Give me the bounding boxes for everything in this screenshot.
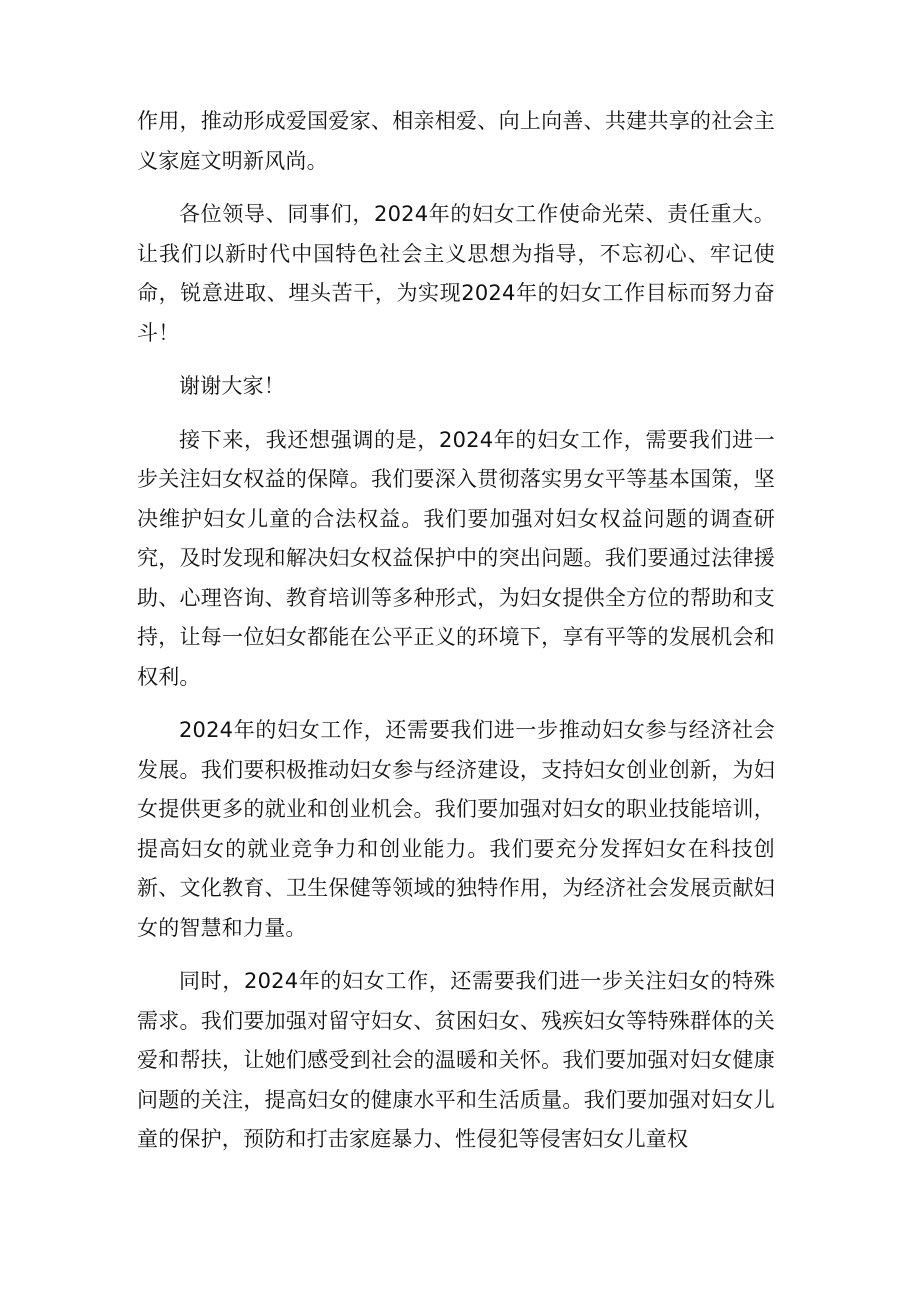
paragraph-closing-call: 各位领导、同事们，2024年的妇女工作使命光荣、责任重大。让我们以新时代中国特色社会主义思想为指导，不忘初心、牢记使命，锐意进取、埋头苦干，为实现2024年的妇女工作目标而努力奋斗！	[137, 202, 775, 345]
paragraph-economic-participation: 2024年的妇女工作，还需要我们进一步推动妇女参与经济社会发展。我们要积极推动妇女参与经济建设，支持妇女创业创新，为妇女提供更多的就业和创业机会。我们要加强对妇女的职业技能培训，提高妇女的就业竞争力和创业能力。我们要充分发挥妇女在科技创新、文化教育、卫生保健等领域的独特作用，为经济社会发展贡献妇女的智慧和力量。	[137, 718, 775, 940]
document-body	[137, 102, 775, 1174]
paragraph-thanks: 谢谢大家！	[179, 374, 285, 398]
paragraph-continued: 作用，推动形成爱国爱家、相亲相爱、向上向善、共建共享的社会主义家庭文明新风尚。	[137, 109, 775, 173]
paragraph-special-needs: 同时，2024年的妇女工作，还需要我们进一步关注妇女的特殊需求。我们要加强对留守妇女、贫困妇女、残疾妇女等特殊群体的关爱和帮扶，让她们感受到社会的温暖和关怀。我们要加强对妇女健康问题的关注，提高妇女的健康水平和生活质量。我们要加强对妇女儿童的保护，预防和打击家庭暴力、性侵犯等侵害妇女儿童权	[137, 969, 775, 1151]
paragraph-rights-protection: 接下来，我还想强调的是，2024年的妇女工作，需要我们进一步关注妇女权益的保障。我们要深入贯彻落实男女平等基本国策，坚决维护妇女儿童的合法权益。我们要加强对妇女权益问题的调查研究，及时发现和解决妇女权益保护中的突出问题。我们要通过法律援助、心理咨询、教育培训等多种形式，为妇女提供全方位的帮助和支持，让每一位妇女都能在公平正义的环境下，享有平等的发展机会和权利。	[137, 427, 775, 689]
